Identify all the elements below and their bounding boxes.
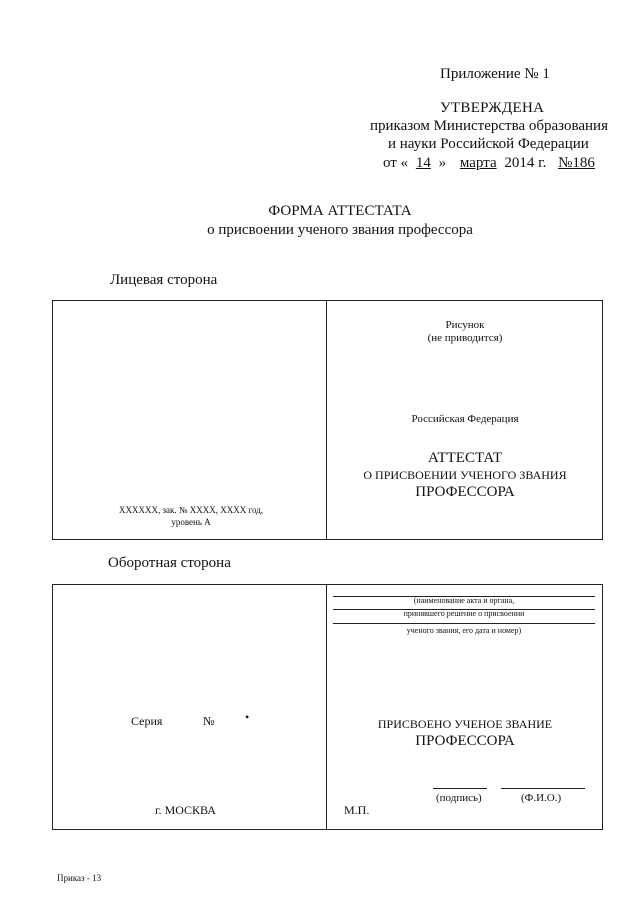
country-name: Российская Федерация — [411, 413, 519, 425]
name-line — [501, 788, 585, 789]
order-line-2: и науки Российской Федерации — [388, 136, 589, 152]
date-year: 2014 г. — [504, 155, 547, 171]
back-fold-line — [326, 585, 327, 829]
awarded-rank: ПРОФЕССОРА — [415, 733, 515, 749]
number-mark: • — [245, 710, 250, 724]
act-line-bottom — [333, 623, 595, 624]
series-label: Серия — [131, 714, 163, 728]
front-side-label: Лицевая сторона — [110, 272, 218, 288]
order-line-1: приказом Министерства образования — [370, 118, 608, 134]
order-date-line — [383, 155, 595, 172]
act-caption-2: принявшего решение о присвоении — [403, 609, 525, 618]
date-month: марта — [459, 155, 497, 171]
approved-heading: УТВЕРЖДЕНА — [440, 100, 545, 116]
footer-order-mark: Приказ - 13 — [57, 873, 102, 883]
back-side-frame — [52, 584, 603, 830]
act-caption-3: ученого звания, его дата и номер) — [406, 626, 522, 635]
print-info-line-1: XXXXXX, зак. № XXXX, XXXX год, — [118, 505, 264, 515]
city-label: г. МОСКВА — [155, 803, 216, 817]
date-close: » — [438, 155, 447, 171]
figure-caption: Рисунок — [445, 319, 485, 331]
number-label: № — [203, 714, 215, 728]
form-subtitle: о присвоении ученого звания профессора — [207, 222, 473, 238]
front-side-frame — [52, 300, 603, 540]
date-prefix: от « — [383, 155, 409, 171]
certificate-rank: ПРОФЕССОРА — [415, 484, 515, 500]
act-caption-1: (наименование акта и органа, — [413, 596, 515, 605]
signature-caption: (подпись) — [436, 792, 482, 804]
stamp-place: М.П. — [344, 803, 370, 817]
name-caption: (Ф.И.О.) — [521, 792, 562, 804]
date-day: 14 — [415, 155, 431, 171]
form-title: ФОРМА АТТЕСТАТА — [268, 203, 412, 219]
order-number: №186 — [558, 155, 595, 171]
certificate-title: АТТЕСТАТ — [427, 450, 503, 466]
awarded-title: ПРИСВОЕНО УЧЕНОЕ ЗВАНИЕ — [377, 717, 553, 731]
figure-note: (не приводится) — [427, 332, 503, 344]
print-info-line-2: уровень А — [171, 517, 211, 527]
back-side-label: Оборотная сторона — [108, 555, 231, 571]
appendix-label: Приложение № 1 — [440, 66, 550, 82]
certificate-subtitle: О ПРИСВОЕНИИ УЧЕНОГО ЗВАНИЯ — [363, 468, 567, 482]
signature-line — [433, 788, 487, 789]
